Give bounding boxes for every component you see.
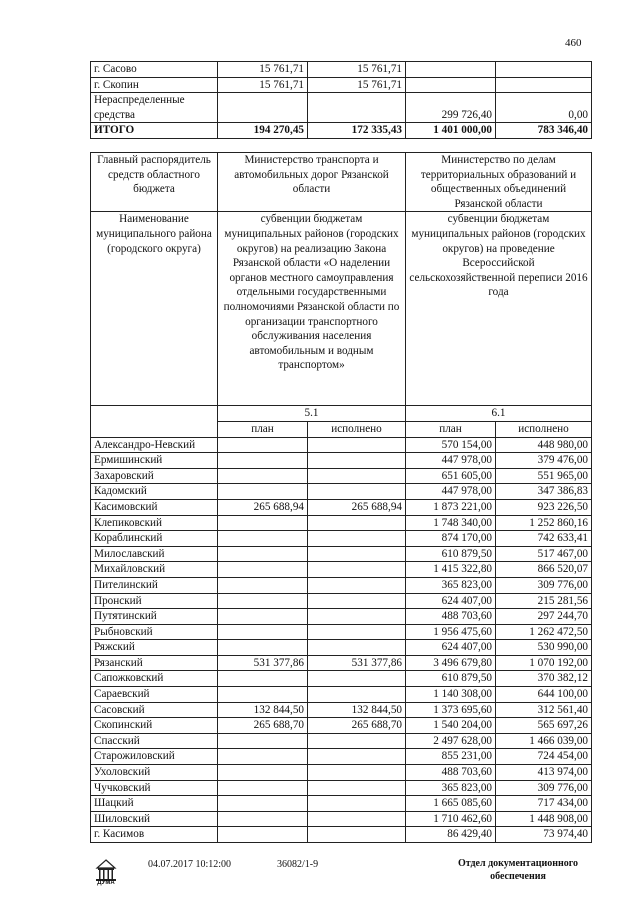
district-name: Захаровский	[91, 468, 218, 484]
value-cell: 265 688,94	[308, 499, 406, 515]
table-row	[91, 515, 592, 531]
district-name: Пителинский	[91, 577, 218, 593]
footer-datetime: 04.07.2017 10:12:00	[148, 859, 232, 870]
value-cell	[218, 765, 308, 781]
table-row	[91, 640, 592, 656]
table-row	[91, 811, 592, 827]
done-label-1: исполнено	[308, 421, 406, 437]
value-cell: 448 980,00	[496, 437, 592, 453]
header-row-manager	[91, 153, 592, 212]
value-cell	[308, 749, 406, 765]
top-row-value: 0,00	[496, 93, 592, 123]
plan-label-2: план	[406, 421, 496, 437]
district-name: Сапожковский	[91, 671, 218, 687]
district-name: Касимовский	[91, 499, 218, 515]
value-cell	[308, 593, 406, 609]
table-row	[91, 718, 592, 734]
top-row-value: 172 335,43	[308, 123, 406, 139]
value-cell	[218, 531, 308, 547]
district-name: Старожиловский	[91, 749, 218, 765]
value-cell	[218, 733, 308, 749]
value-cell: 717 434,00	[496, 796, 592, 812]
footer-doc-code: 36082/1-9	[277, 859, 319, 870]
table-row	[91, 453, 592, 469]
value-cell: 86 429,40	[406, 827, 496, 843]
table-row	[91, 780, 592, 796]
value-cell	[308, 484, 406, 500]
top-row-value: 783 346,40	[496, 123, 592, 139]
district-name: Сараевский	[91, 687, 218, 703]
district-name: Спасский	[91, 733, 218, 749]
value-cell	[308, 733, 406, 749]
value-cell	[308, 562, 406, 578]
value-cell: 1 070 192,00	[496, 655, 592, 671]
table-row	[91, 546, 592, 562]
top-row-name: г. Сасово	[91, 62, 218, 78]
table-row	[91, 499, 592, 515]
value-cell	[218, 437, 308, 453]
value-cell: 565 697,26	[496, 718, 592, 734]
value-cell: 866 520,07	[496, 562, 592, 578]
value-cell: 1 665 085,60	[406, 796, 496, 812]
value-cell: 132 844,50	[218, 702, 308, 718]
value-cell	[218, 609, 308, 625]
top-row-value: 15 761,71	[218, 62, 308, 78]
top-row	[91, 93, 592, 123]
value-cell: 610 879,50	[406, 671, 496, 687]
value-cell: 447 978,00	[406, 484, 496, 500]
ministry-territorial: Министерство по делам территориальных образований и общественных объединений Рязанской области	[406, 153, 592, 212]
value-cell	[308, 577, 406, 593]
value-cell: 132 844,50	[308, 702, 406, 718]
table-row	[91, 702, 592, 718]
value-cell: 447 978,00	[406, 453, 496, 469]
value-cell	[308, 780, 406, 796]
footer-department: Отдел документационного обеспечения	[457, 858, 579, 882]
table-row	[91, 609, 592, 625]
district-name: Михайловский	[91, 562, 218, 578]
district-name: г. Касимов	[91, 827, 218, 843]
value-cell	[308, 671, 406, 687]
value-cell: 855 231,00	[406, 749, 496, 765]
value-cell: 530 990,00	[496, 640, 592, 656]
value-cell	[308, 827, 406, 843]
page-number: 460	[565, 37, 582, 49]
value-cell	[218, 780, 308, 796]
top-row-value	[496, 62, 592, 78]
top-row	[91, 62, 592, 78]
value-cell: 1 140 308,00	[406, 687, 496, 703]
value-cell	[218, 749, 308, 765]
subsidy-transport: субвенции бюджетам муниципальных районов (городских округов) на реализацию Закона Рязанской области «О наделении органов местного самоуправления отдельными государственными полномочиями Рязанской области по организации транспортного обслуживания населения автомобильным и водным транспортом»	[218, 212, 406, 406]
value-cell	[218, 687, 308, 703]
top-row-name: ИТОГО	[91, 123, 218, 139]
value-cell: 517 467,00	[496, 546, 592, 562]
value-cell: 531 377,86	[218, 655, 308, 671]
value-cell	[218, 453, 308, 469]
value-cell	[308, 437, 406, 453]
code-6-1: 6.1	[406, 406, 592, 422]
value-cell: 365 823,00	[406, 577, 496, 593]
value-cell: 1 448 908,00	[496, 811, 592, 827]
value-cell: 215 281,56	[496, 593, 592, 609]
table-row	[91, 484, 592, 500]
value-cell: 309 776,00	[496, 780, 592, 796]
value-cell	[218, 640, 308, 656]
district-name: Милославский	[91, 546, 218, 562]
value-cell: 73 974,40	[496, 827, 592, 843]
top-row-name: г. Скопин	[91, 77, 218, 93]
done-label-2: исполнено	[496, 421, 592, 437]
value-cell	[308, 640, 406, 656]
value-cell	[218, 593, 308, 609]
district-name: Ухоловский	[91, 765, 218, 781]
header-row-names	[91, 212, 592, 406]
value-cell	[218, 562, 308, 578]
value-cell: 297 244,70	[496, 609, 592, 625]
top-row-value	[218, 93, 308, 123]
value-cell: 309 776,00	[496, 577, 592, 593]
top-row	[91, 77, 592, 93]
district-name: Пронский	[91, 593, 218, 609]
top-row-name: Нераспределенные средства	[91, 93, 218, 123]
top-row-value	[496, 77, 592, 93]
table-row	[91, 765, 592, 781]
table-row	[91, 577, 592, 593]
top-summary-table	[90, 61, 592, 139]
value-cell	[218, 827, 308, 843]
table-row	[91, 593, 592, 609]
table-row	[91, 624, 592, 640]
value-cell: 365 823,00	[406, 780, 496, 796]
top-row-value	[406, 62, 496, 78]
value-cell: 651 605,00	[406, 468, 496, 484]
top-row-value	[406, 77, 496, 93]
value-cell: 2 497 628,00	[406, 733, 496, 749]
table-row	[91, 562, 592, 578]
value-cell	[218, 484, 308, 500]
value-cell: 624 407,00	[406, 593, 496, 609]
value-cell: 347 386,83	[496, 484, 592, 500]
table-row	[91, 671, 592, 687]
value-cell	[218, 624, 308, 640]
subsidy-table	[90, 152, 592, 843]
subsidy-census: субвенции бюджетам муниципальных районов (городских округов) на проведение Всероссийской сельскохозяйственной переписи 2016 года	[406, 212, 592, 406]
name-label: Наименование муниципального района (городского округа)	[91, 212, 218, 406]
value-cell	[218, 546, 308, 562]
value-cell	[218, 671, 308, 687]
value-cell: 3 496 679,80	[406, 655, 496, 671]
header-row-codes	[91, 406, 592, 422]
value-cell: 1 710 462,60	[406, 811, 496, 827]
value-cell: 265 688,70	[218, 718, 308, 734]
value-cell: 644 100,00	[496, 687, 592, 703]
value-cell: 1 252 860,16	[496, 515, 592, 531]
value-cell: 1 956 475,60	[406, 624, 496, 640]
ministry-transport: Министерство транспорта и автомобильных дорог Рязанской области	[218, 153, 406, 212]
district-name: Рязанский	[91, 655, 218, 671]
value-cell	[218, 811, 308, 827]
value-cell: 1 415 322,80	[406, 562, 496, 578]
value-cell	[308, 624, 406, 640]
table-row	[91, 796, 592, 812]
district-name: Чучковский	[91, 780, 218, 796]
value-cell: 265 688,70	[308, 718, 406, 734]
value-cell	[218, 796, 308, 812]
value-cell	[308, 796, 406, 812]
value-cell	[218, 577, 308, 593]
value-cell: 1 540 204,00	[406, 718, 496, 734]
value-cell: 488 703,60	[406, 609, 496, 625]
top-row	[91, 123, 592, 139]
district-name: Ряжский	[91, 640, 218, 656]
value-cell	[218, 515, 308, 531]
table-row	[91, 827, 592, 843]
table-row	[91, 655, 592, 671]
value-cell: 610 879,50	[406, 546, 496, 562]
value-cell	[308, 468, 406, 484]
district-name: Александро-Невский	[91, 437, 218, 453]
district-name: Рыбновский	[91, 624, 218, 640]
value-cell	[308, 531, 406, 547]
value-cell: 370 382,12	[496, 671, 592, 687]
top-row-value	[308, 93, 406, 123]
district-name: Кадомский	[91, 484, 218, 500]
value-cell: 624 407,00	[406, 640, 496, 656]
value-cell: 531 377,86	[308, 655, 406, 671]
district-name: Путятинский	[91, 609, 218, 625]
value-cell: 551 965,00	[496, 468, 592, 484]
top-row-value: 15 761,71	[308, 62, 406, 78]
top-row-value: 194 270,45	[218, 123, 308, 139]
top-row-value: 299 726,40	[406, 93, 496, 123]
value-cell: 1 748 340,00	[406, 515, 496, 531]
district-name: Клепиковский	[91, 515, 218, 531]
value-cell: 874 170,00	[406, 531, 496, 547]
value-cell: 379 476,00	[496, 453, 592, 469]
table-row	[91, 437, 592, 453]
value-cell	[308, 609, 406, 625]
value-cell: 570 154,00	[406, 437, 496, 453]
value-cell: 312 561,40	[496, 702, 592, 718]
value-cell: 724 454,00	[496, 749, 592, 765]
manager-label: Главный распорядитель средств областного бюджета	[91, 153, 218, 212]
logo-text: ДУМА	[97, 880, 115, 886]
district-name: Скопинский	[91, 718, 218, 734]
table-row	[91, 733, 592, 749]
table-row	[91, 749, 592, 765]
value-cell	[308, 453, 406, 469]
value-cell: 265 688,94	[218, 499, 308, 515]
table-row	[91, 687, 592, 703]
plan-label-1: план	[218, 421, 308, 437]
district-name: Сасовский	[91, 702, 218, 718]
value-cell	[308, 687, 406, 703]
value-cell: 488 703,60	[406, 765, 496, 781]
value-cell: 923 226,50	[496, 499, 592, 515]
district-name: Шиловский	[91, 811, 218, 827]
value-cell: 1 262 472,50	[496, 624, 592, 640]
value-cell	[308, 765, 406, 781]
table-row	[91, 468, 592, 484]
value-cell: 413 974,00	[496, 765, 592, 781]
top-row-value: 1 401 000,00	[406, 123, 496, 139]
value-cell: 1 373 695,60	[406, 702, 496, 718]
district-name: Шацкий	[91, 796, 218, 812]
table-row	[91, 531, 592, 547]
value-cell	[308, 811, 406, 827]
value-cell: 1 873 221,00	[406, 499, 496, 515]
value-cell	[218, 468, 308, 484]
value-cell: 742 633,41	[496, 531, 592, 547]
top-row-value: 15 761,71	[218, 77, 308, 93]
value-cell	[308, 515, 406, 531]
value-cell: 1 466 039,00	[496, 733, 592, 749]
code-5-1: 5.1	[218, 406, 406, 422]
district-name: Кораблинский	[91, 531, 218, 547]
value-cell	[308, 546, 406, 562]
district-name: Ермишинский	[91, 453, 218, 469]
top-row-value: 15 761,71	[308, 77, 406, 93]
